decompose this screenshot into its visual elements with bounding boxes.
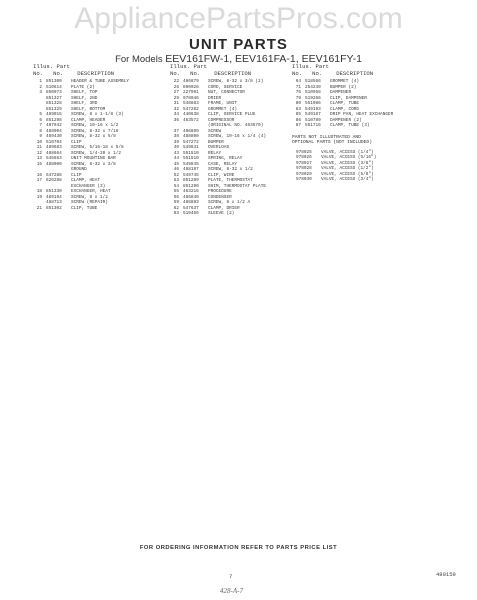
column-header-no: No. No. <box>292 70 323 77</box>
column-header-desc: DESCRIPTION <box>77 70 115 77</box>
part-number: 487942 <box>46 123 62 128</box>
parts-not-illustrated <box>292 135 427 183</box>
note-row <box>292 177 427 183</box>
part-description: VALVE, ACCESS (1/4") <box>321 149 374 155</box>
part-description: SCREW <box>208 128 222 134</box>
illus-number: 32 <box>173 106 179 112</box>
parts-rows <box>292 79 427 129</box>
part-number: 510466 <box>183 211 199 216</box>
part-number: 626288 <box>46 178 62 183</box>
part-description: UNIT MOUNTING BAR <box>71 156 116 161</box>
column-header-illus: Illus. Part <box>33 63 70 70</box>
part-description: CLAMP, DRIER <box>208 205 240 211</box>
column-header-no: No. No. <box>170 70 201 77</box>
illus-number: 40 <box>173 145 179 150</box>
part-number: 463572 <box>183 117 199 123</box>
illus-number: 83 <box>295 106 301 112</box>
part-number: 978027 <box>296 160 312 166</box>
notes-title-line-2: OPTIONAL PARTS (NOT INCLUDED) <box>292 140 372 146</box>
part-description: CLAMP, HEAT <box>71 178 100 183</box>
part-number: 978028 <box>296 166 312 172</box>
part-number: 463216 <box>183 189 199 194</box>
illus-number: 34 <box>173 112 179 117</box>
part-description: SCREW, 8 x 1/2 <box>71 194 108 200</box>
parts-column-2 <box>170 64 300 217</box>
illus-number: 12 <box>36 150 42 156</box>
illus-number: 62 <box>173 205 179 211</box>
illus-number: 63 <box>173 211 179 216</box>
notes-title-line-1: PARTS NOT ILLUSTRATED AND <box>292 134 361 140</box>
illus-number: 2 <box>39 84 42 90</box>
part-description: OVERLOAD <box>208 145 230 150</box>
illus-number: 29 <box>173 95 179 101</box>
part-number: 850073 <box>46 90 62 95</box>
illus-number: 56 <box>173 194 179 200</box>
illus-number: 52 <box>173 172 179 178</box>
part-description: BUMPER (2) <box>330 84 357 90</box>
part-number: 549193 <box>305 106 321 112</box>
part-number: 486879 <box>183 79 199 84</box>
part-number: 519266 <box>305 95 321 101</box>
part-description: SCREW, 1/4-20 x 1/2 <box>71 150 122 156</box>
part-description: SCREW (REPAIR) <box>71 200 108 205</box>
illus-number: 79 <box>295 95 301 101</box>
part-number: 547637 <box>183 205 199 211</box>
column-header-illus: Illus. Part <box>292 63 329 70</box>
illus-number: 16 <box>36 172 42 178</box>
illus-number: 6 <box>39 117 42 123</box>
part-number: 549187 <box>305 112 321 117</box>
page-number: 7 <box>229 573 233 580</box>
part-description: SCREW, 5/16-18 x 5/8 <box>71 145 124 150</box>
part-number: 227991 <box>183 90 199 95</box>
part-description: VALVE, ACCESS (3/8") <box>321 160 374 166</box>
column-header-desc: DESCRIPTION <box>214 70 252 77</box>
illus-number: 5 <box>39 112 42 117</box>
part-description: CLAMP, TUBE <box>330 101 359 106</box>
illus-number: 18 <box>36 189 42 194</box>
part-description: BUMPER <box>208 139 224 145</box>
part-number: 488197 <box>183 167 199 172</box>
illus-number: 37 <box>173 128 179 134</box>
illus-number: 7 <box>39 123 42 128</box>
illus-number: 36 <box>173 117 179 123</box>
illus-number: 85 <box>295 112 301 117</box>
part-number: 978025 <box>296 149 312 155</box>
column-header-row <box>33 70 178 77</box>
illus-number: 13 <box>36 156 42 161</box>
part-description: SCREW, 10-16 x 1/2 <box>71 123 119 128</box>
part-description: DAMPENER <box>330 90 352 95</box>
part-number: 510704 <box>46 139 62 145</box>
model-list: EEV161FW-1, EEV161FA-1, EEV161FY-1 <box>165 53 362 65</box>
part-description: SCREW, 8 x 1/2 A <box>208 200 251 205</box>
part-description: CLIP, WIRE <box>208 172 235 178</box>
part-number: 549841 <box>183 145 199 150</box>
part-description: PLATE (2) <box>71 84 95 90</box>
part-number: 549745 <box>183 172 199 178</box>
notes-rows <box>292 150 427 183</box>
part-number: 851290 <box>183 183 199 189</box>
illus-number: 21 <box>36 205 42 211</box>
part-description: CLIP, TUBE <box>71 205 98 211</box>
illus-number: 46 <box>173 167 179 172</box>
part-description: VALVE, ACCESS (1/2") <box>321 166 374 172</box>
part-description: CLIP, DAMPENER <box>330 95 367 101</box>
illus-number: 3 <box>39 90 42 95</box>
part-description: GROUND <box>71 167 87 172</box>
part-description: SHELF, TOP <box>71 90 98 95</box>
illus-number: 11 <box>36 145 42 150</box>
illus-number: 15 <box>36 161 42 167</box>
part-description: VALVE, ACCESS (5/16") <box>321 155 377 161</box>
part-number: 489683 <box>46 145 62 150</box>
part-number: 489015 <box>46 112 62 117</box>
part-number: 851328 <box>46 101 62 106</box>
part-number: 488800 <box>183 134 199 139</box>
part-description: SCREW, 10-16 x 1/4 (4) <box>208 134 266 139</box>
part-number: 978046 <box>183 95 199 101</box>
part-description: DAMPENER (2) <box>330 117 362 123</box>
illus-number: 39 <box>173 139 179 145</box>
part-description: NUT, CONNECTOR <box>208 90 245 95</box>
part-description: CLAMP, HEADER <box>71 117 106 123</box>
part-description: SCREW, 8 x 1-1/8 (3) <box>71 112 124 117</box>
part-number: 486893 <box>183 200 199 205</box>
part-description: CORD, SERVICE <box>208 84 243 90</box>
column-header-desc: DESCRIPTION <box>336 70 374 77</box>
part-number: 548883 <box>183 101 199 106</box>
part-row <box>170 211 300 217</box>
part-description: DRIP PAN, HEAT EXCHANGER <box>330 112 394 117</box>
part-description: SCREW, 8-32 x 7/16 <box>71 128 119 134</box>
column-header-row <box>292 70 427 77</box>
part-description: GROMMET (4) <box>330 79 359 84</box>
part-description: CLIP <box>71 172 82 178</box>
illus-number: 1 <box>39 79 42 84</box>
illus-number: 27 <box>173 90 179 95</box>
part-number: 488713 <box>46 200 62 205</box>
subtitle-prefix: For Models <box>115 54 163 65</box>
part-description: CLAMP, TUBE (3) <box>330 123 370 128</box>
illus-number: 71 <box>295 84 301 90</box>
illus-number: 9 <box>39 134 42 139</box>
illus-number: 87 <box>295 123 301 128</box>
part-number: 978026 <box>296 155 312 161</box>
illus-number: 8 <box>39 128 42 134</box>
part-description: CASE, RELAY <box>208 161 237 167</box>
part-description: SHELF, BOTTOM <box>71 106 106 112</box>
parts-rows <box>170 79 300 217</box>
part-number: 488004 <box>46 128 62 134</box>
part-description: RELAY <box>208 150 222 156</box>
part-number: 851329 <box>46 106 62 112</box>
ordering-footer: FOR ORDERING INFORMATION REFER TO PARTS PRICE LIST <box>139 545 338 551</box>
part-number: 440638 <box>183 112 199 117</box>
part-description: SCREW, 8-32 x 3/8 (2) <box>208 79 264 84</box>
part-description: SHELF, 3RD <box>71 101 98 106</box>
part-number: 851298 <box>46 117 62 123</box>
illus-number: 26 <box>173 84 179 90</box>
part-description: SCREW, 8-32 x 3/8 <box>71 161 116 167</box>
illus-number: 64 <box>295 79 301 84</box>
part-number: 551510 <box>183 156 199 161</box>
part-number: 488664 <box>46 150 62 156</box>
part-description: SHIM, THERMOSTAT PLATE <box>208 183 266 189</box>
part-number: 551716 <box>305 123 321 128</box>
part-description: DRIER <box>208 95 222 101</box>
parts-rows <box>33 79 178 211</box>
site-watermark: AppliancePartsPros.com <box>74 2 403 35</box>
column-header-row <box>170 70 300 77</box>
page-title: UNIT PARTS <box>189 36 288 53</box>
part-number: 851327 <box>46 95 62 101</box>
part-number: 518566 <box>305 79 321 84</box>
part-description: (ORIGINAL NO. 463570) <box>208 123 264 128</box>
part-description: PLATE, THERMOSTAT <box>208 178 253 183</box>
part-number: 551510 <box>183 150 199 156</box>
part-description: VALVE, ACCESS (5/8") <box>321 171 374 177</box>
part-number: 486840 <box>183 194 199 200</box>
part-description: GROMMET (4) <box>208 106 237 112</box>
illus-number: 17 <box>36 178 42 183</box>
part-description: HEADER & TUBE ASSEMBLY <box>71 79 129 84</box>
part-number: 547272 <box>183 139 199 145</box>
part-description: EXCHANGER, HEAT <box>71 189 111 194</box>
part-number: 510958 <box>305 90 321 95</box>
illus-number: 44 <box>173 156 179 161</box>
part-number: 851289 <box>183 178 199 183</box>
part-number: 851330 <box>46 189 62 194</box>
part-number: 489194 <box>46 194 62 200</box>
column-header-illus: Illus. Part <box>170 63 207 70</box>
illus-number: 80 <box>295 101 301 106</box>
part-number: 851300 <box>46 79 62 84</box>
document-number: 480159 <box>436 571 456 578</box>
illus-number: 43 <box>173 150 179 156</box>
illus-number: 31 <box>173 101 179 106</box>
part-row <box>292 123 427 129</box>
part-description: CONDENSER <box>208 194 232 200</box>
illus-number: 19 <box>36 194 42 200</box>
part-number: 549845 <box>183 161 199 167</box>
part-number: 890026 <box>183 84 199 90</box>
illus-number: 53 <box>173 178 179 183</box>
part-description: SPRING, RELAY <box>208 156 243 161</box>
part-description: EXCHANGER (3) <box>71 183 106 189</box>
part-description: CLAMP, CORD <box>330 106 359 112</box>
illus-number: 55 <box>173 189 179 194</box>
part-description: PROCEDURE <box>208 189 232 194</box>
part-description: SLEEVE (2) <box>208 211 235 216</box>
part-number: 486899 <box>183 128 199 134</box>
part-number: 488000 <box>46 161 62 167</box>
illus-number: 59 <box>173 200 179 205</box>
illus-number: 45 <box>173 161 179 167</box>
handwritten-note: 428-A-7 <box>220 587 243 595</box>
part-description: SCREW, 8-32 x 1/2 <box>208 167 253 172</box>
part-description: SHELF, 2ND <box>71 95 98 101</box>
illus-number: 38 <box>173 134 179 139</box>
part-number: 547288 <box>46 172 62 178</box>
illus-number: 10 <box>36 139 42 145</box>
part-row <box>33 206 178 212</box>
parts-column-3 <box>292 64 427 183</box>
part-number: 545663 <box>46 156 62 161</box>
parts-column-1 <box>33 64 178 211</box>
part-number: 547282 <box>183 106 199 112</box>
part-description: VALVE, ACCESS (3/4") <box>321 177 374 183</box>
part-number: 510614 <box>46 84 62 90</box>
part-number: 978030 <box>296 177 312 183</box>
illus-number: 22 <box>173 79 179 84</box>
part-number: 510789 <box>305 117 321 123</box>
part-description: CLIP, SERVICE PLUG <box>208 112 256 117</box>
part-description: CLIP <box>71 139 82 145</box>
part-description: SCREW, 8-32 x 5/8 <box>71 134 116 139</box>
part-number: 978029 <box>296 171 312 177</box>
illus-number: 76 <box>295 90 301 95</box>
illus-number: 86 <box>295 117 301 123</box>
part-number: 489430 <box>46 134 62 139</box>
part-number: 254249 <box>305 84 321 90</box>
part-description: COMPRESSOR <box>208 117 235 123</box>
part-number: 551086 <box>305 101 321 106</box>
column-header-no: No. No. <box>33 70 64 77</box>
illus-number: 54 <box>173 183 179 189</box>
part-description: FRAME, UNIT <box>208 101 237 106</box>
part-number: 851302 <box>46 205 62 211</box>
